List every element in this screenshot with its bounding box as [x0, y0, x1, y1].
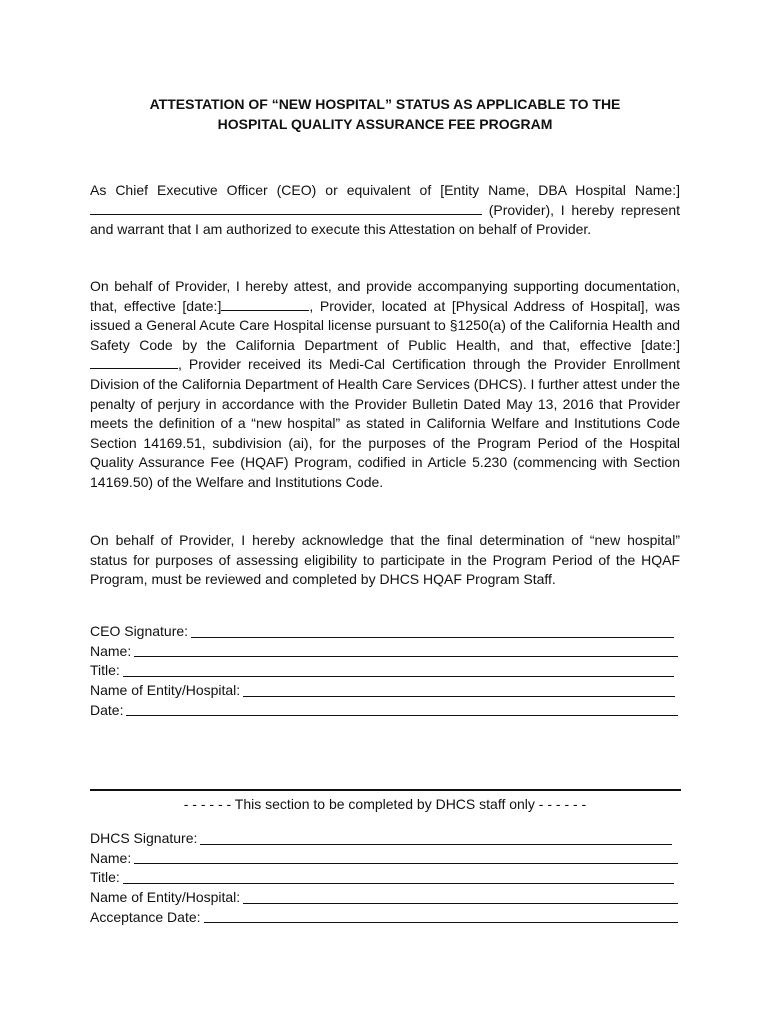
field-label: CEO Signature:: [90, 622, 189, 639]
dhcs-name-field[interactable]: [134, 849, 678, 864]
dhcs-acceptance-date-row: [90, 908, 678, 928]
ceo-name-field[interactable]: [134, 642, 678, 657]
field-label: DHCS Signature:: [90, 829, 198, 846]
paragraph-acknowledgement: On behalf of Provider, I hereby acknowledge that the final determination of “new hospital” status for purposes of assessing eligibility to participate in the Program Period of the HQAF Program, must be reviewed and completed by DHCS HQAF Program Staff.: [90, 532, 680, 588]
dhcs-entity-row: [90, 888, 678, 908]
title-line-1: ATTESTATION OF “NEW HOSPITAL” STATUS AS APPLICABLE TO THE: [149, 96, 621, 112]
dhcs-acceptance-date-field[interactable]: [204, 908, 678, 923]
field-label: Name:: [90, 849, 132, 866]
dhcs-signature-field[interactable]: [200, 830, 672, 845]
ceo-signature-section: [90, 622, 678, 720]
certification-date-field[interactable]: [90, 355, 178, 369]
ceo-signature-field[interactable]: [191, 623, 674, 638]
dhcs-signature-section: [90, 829, 678, 927]
field-label: Acceptance Date:: [90, 908, 201, 925]
dhcs-title-field[interactable]: [123, 869, 674, 884]
paragraph-text: On behalf of Provider, I hereby attest, and provide accompanying supporting documentation, that, effective [date:]: [90, 278, 680, 314]
paragraph-text: , Provider received its Medi-Cal Certification through the Provider Enrollment Division of the California Department of Health Care Services (DHCS). I further attest under the penalty of perjury in accordance with the Provider Bulletin Dated May 13, 2016 that Provider meets the definition of a “new hospital” as stated in California Welfare and Institutions Code Section 14169.51, subdivision (ai), for the purposes of the Program Period of the Hospital Quality Assurance Fee (HQAF) Program, codified in Article 5.230 (commencing with Section 14169.50) of the Welfare and Institutions Code.: [90, 356, 680, 490]
title-line-2: HOSPITAL QUALITY ASSURANCE FEE PROGRAM: [217, 116, 553, 132]
ceo-date-field[interactable]: [126, 701, 678, 716]
license-date-field[interactable]: [221, 297, 309, 311]
dhcs-name-row: [90, 849, 678, 869]
ceo-entity-row: [90, 681, 678, 701]
dhcs-title-row: [90, 868, 678, 888]
dhcs-signature-row: [90, 829, 678, 849]
paragraph-representation: [90, 181, 680, 240]
hospital-name-field[interactable]: [90, 201, 482, 215]
section-divider: [90, 789, 681, 791]
paragraph-text: As Chief Executive Officer (CEO) or equivalent of [Entity Name, DBA Hospital Name:]: [90, 182, 680, 198]
ceo-signature-row: [90, 622, 678, 642]
ceo-entity-field[interactable]: [243, 682, 675, 697]
ceo-name-row: [90, 642, 678, 662]
ceo-date-row: [90, 701, 678, 721]
ceo-title-field[interactable]: [123, 662, 674, 677]
paragraph-text: , Provider, located at [Physical Address of Hospital], was issued a General Acute Care Hospital license pursuant to §1250(a) of the California Health and Safety Code by the California Department of Public Health, and that, effective [date:]: [90, 297, 680, 353]
dhcs-entity-field[interactable]: [243, 889, 678, 904]
ceo-title-row: [90, 661, 678, 681]
field-label: Name of Entity/Hospital:: [90, 889, 241, 906]
document-title: [90, 94, 680, 134]
dhcs-section-heading: - - - - - - This section to be completed by DHCS staff only - - - - - -: [183, 796, 587, 812]
field-label: Title:: [90, 662, 120, 679]
field-label: Name of Entity/Hospital:: [90, 682, 241, 699]
paragraph-attestation: [90, 277, 680, 493]
paragraph-text: (Provider), I hereby represent and warrant that I am authorized to execute this Attestation on behalf of Provider.: [90, 201, 680, 238]
field-label: Name:: [90, 642, 132, 659]
field-label: Title:: [90, 869, 120, 886]
field-label: Date:: [90, 701, 124, 718]
